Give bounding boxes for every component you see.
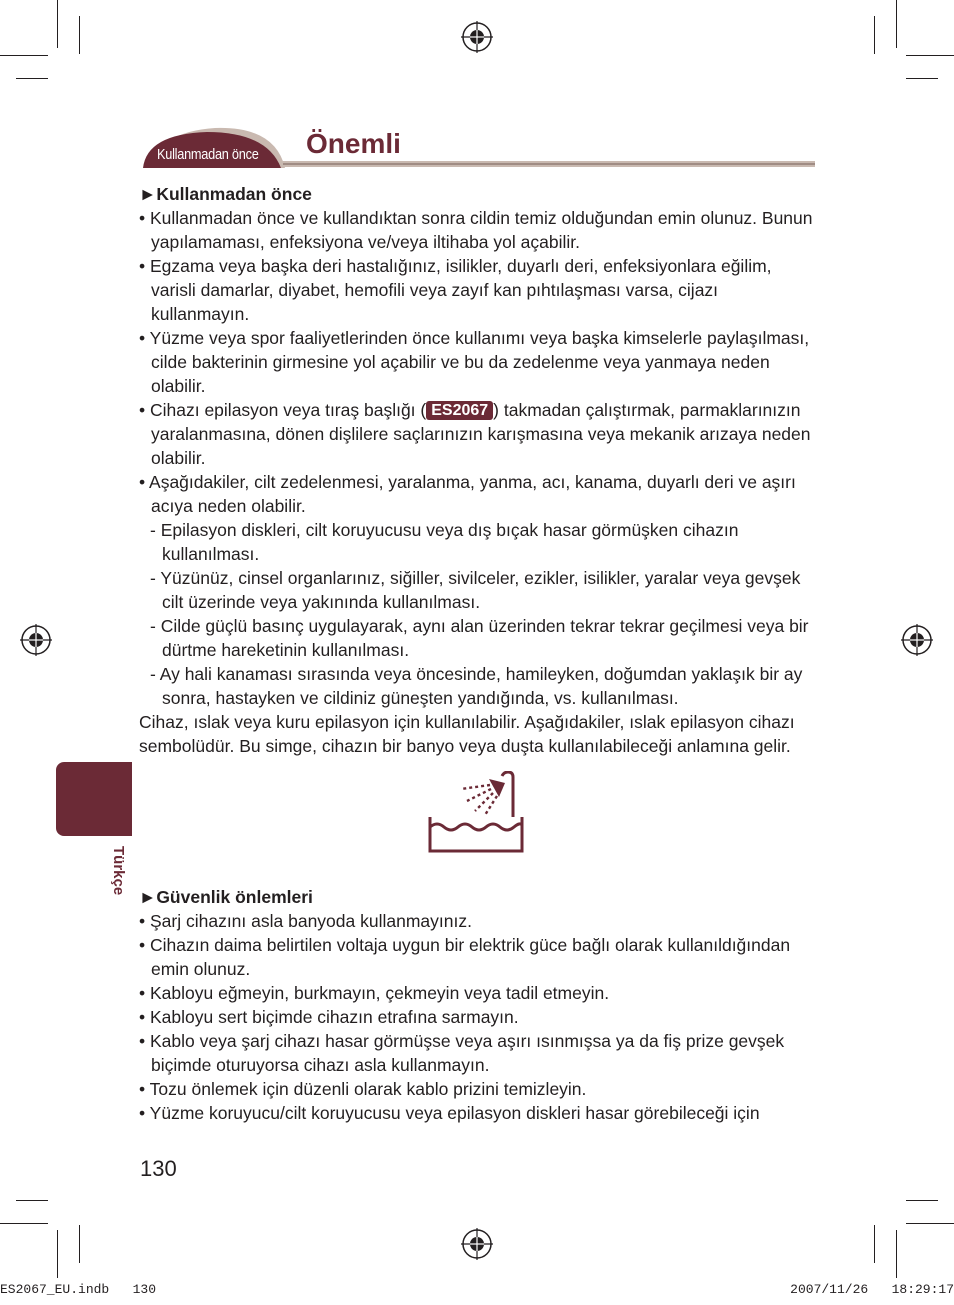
crop-mark: [16, 1200, 48, 1201]
section-heading: ►Kullanmadan önce: [139, 184, 312, 204]
sub-item: - Ay hali kanaması sırasında veya öncesinde, hamileyken, doğumdan yaklaşık bir ay sonra, hastayken ve cildiniz güneşten yandığında, vs. kullanılması.: [150, 664, 803, 708]
registration-mark-icon: [901, 624, 933, 656]
crop-mark: [906, 1200, 938, 1201]
title-rule: [283, 163, 815, 165]
list-item: • Yüzme koruyucu/cilt koruyucusu veya epilasyon diskleri hasar görebileceği için: [139, 1103, 760, 1123]
registration-mark-icon: [20, 624, 52, 656]
crop-mark: [896, 0, 897, 48]
sub-item: - Yüzünüz, cinsel organlarınız, siğiller, sivilceler, ezikler, isilikler, yaralar veya gevşek cilt üzerinde veya yakınında kullanılması.: [150, 568, 801, 612]
model-badge: ES2067: [426, 401, 493, 420]
footer-timestamp: 2007/11/26 18:29:17: [790, 1282, 954, 1297]
list-item-text: • Cihazı epilasyon veya tıraş başlığı (: [139, 400, 427, 420]
footer-file-info: ES2067_EU.indb 130: [0, 1282, 157, 1297]
crop-mark: [0, 1223, 48, 1224]
list-item: • Tozu önlemek için düzenli olarak kablo prizini temizleyin.: [139, 1079, 587, 1099]
crop-mark: [874, 16, 875, 54]
paragraph: Cihaz, ıslak veya kuru epilasyon için kullanılabilir. Aşağıdakiler, ıslak epilasyon cihazı sembolüdür. Bu simge, cihazın bir banyo veya duşta kullanılabileceği anlamına gelir.: [139, 712, 795, 756]
shower-bath-icon: [427, 771, 525, 855]
list-item: • Cihazın daima belirtilen voltaja uygun bir elektrik güce bağlı olarak kullanıldığından emin olunuz.: [139, 935, 791, 979]
list-item-text: ) takmadan çalıştırmak, parmaklarınızın yaralanmasına, dönen dişlilere saçlarınızın karışmasına veya mekanik arızaya neden olabilir.: [151, 400, 811, 468]
crop-mark: [874, 1225, 875, 1263]
list-item: • Aşağıdakiler, cilt zedelenmesi, yaralanma, yanma, acı, kanama, duyarlı deri ve aşırı acıya neden olabilir.: [139, 472, 796, 516]
crop-mark: [57, 0, 58, 48]
list-item: • Kablo veya şarj cihazı hasar görmüşse veya aşırı ısınmışsa ya da fiş prize gevşek biçimde oturuyorsa cihazı asla kullanmayın.: [139, 1031, 785, 1075]
page-number: 130: [140, 1156, 177, 1181]
list-item: • Kabloyu eğmeyin, burkmayın, çekmeyin veya tadil etmeyin.: [139, 983, 610, 1003]
list-item: • Yüzme veya spor faaliyetlerinden önce kullanımı veya başka kimselerle paylaşılması, cilde bakterinin girmesine yol açabilir ve bu da zedelenme veya yanmaya neden olabilir.: [139, 328, 810, 396]
language-label: Türkçe: [110, 846, 127, 896]
section-list: [139, 909, 819, 1125]
list-item: • Kabloyu sert biçimde cihazın etrafına sarmayın.: [139, 1007, 519, 1027]
crop-mark: [906, 78, 938, 79]
registration-mark-icon: [461, 1228, 493, 1260]
section-heading: ►Güvenlik önlemleri: [139, 887, 313, 907]
crop-mark: [57, 1230, 58, 1278]
section-list: [139, 206, 819, 758]
crop-mark: [906, 1223, 954, 1224]
sub-item: - Cilde güçlü basınç uygulayarak, aynı alan üzerinden tekrar tekrar geçilmesi veya bir dürtme hareketinin kullanılması.: [150, 616, 809, 660]
crop-mark: [16, 78, 48, 79]
sub-item: - Epilasyon diskleri, cilt koruyucusu veya dış bıçak hasar görmüşken cihazın kullanılması.: [150, 520, 739, 564]
page-title: Önemli: [306, 128, 401, 159]
list-item: [139, 398, 819, 470]
crop-mark: [896, 1230, 897, 1278]
wet-use-symbol: [139, 758, 819, 885]
crop-mark: [79, 1225, 80, 1263]
list-item: • Egzama veya başka deri hastalığınız, isilikler, duyarlı deri, enfeksiyonlara eğilim, varisli damarlar, diyabet, hemofili veya zayıf kan pıhtılaşması varsa, cijazı kullanmayın.: [139, 256, 772, 324]
list-item: • Şarj cihazını asla banyoda kullanmayınız.: [139, 911, 472, 931]
language-tab: [56, 762, 132, 836]
crop-mark: [0, 55, 48, 56]
crop-mark: [79, 16, 80, 54]
registration-mark-icon: [461, 21, 493, 53]
crop-mark: [906, 55, 954, 56]
content: [139, 182, 819, 1125]
section-tab-label: Kullanmadan önce: [157, 146, 259, 163]
list-item: • Kullanmadan önce ve kullandıktan sonra cildin temiz olduğundan emin olunuz. Bunun yapılamaması, enfeksiyona ve/veya iltihaba yol açabilir.: [139, 208, 813, 252]
